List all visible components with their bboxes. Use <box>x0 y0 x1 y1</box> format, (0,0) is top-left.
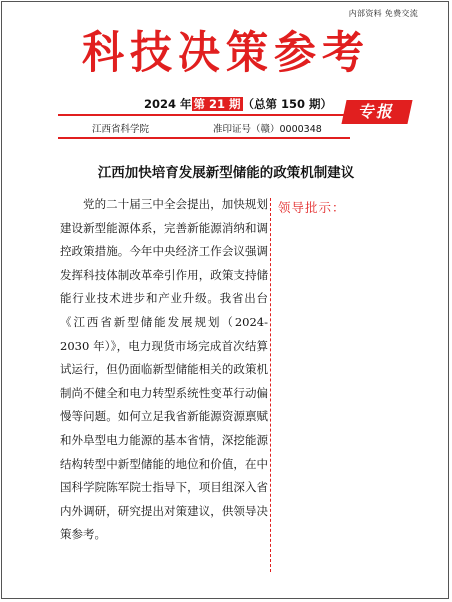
article-body: 党的二十届三中全会提出，加快规划建设新型能源体系，完善新能源消纳和调控政策措施。今年中央经济工作会议强调发挥科技体制改革牵引作用，政策支持储能行业技术进步和产业升级。我省出台《江西省新型储能发展规划（2024-2030 年）》，电力现货市场完成首次结算试运行，但仍面临新型储能相关的政策机制尚不健全和电力转型系统性变革行动偏慢等问题。如何立足我省新能源资源禀赋和外阜型电力能源的基本省情，深挖能源结构转型中新型储能的地位和价值，在中国科学院陈军院士指导下，项目组深入省内外调研，研究提出对策建议，供领导决策参考。 <box>60 197 268 542</box>
leader-comment-label: 领导批示： <box>278 200 346 215</box>
header-rule-top <box>58 114 350 116</box>
column-divider <box>270 198 271 572</box>
sponsor-name: 江西省科学院 <box>92 124 150 135</box>
print-permit: 准印证号（赣）0000348 <box>213 124 322 135</box>
issue-line <box>144 96 332 112</box>
article-title: 江西加快培育发展新型储能的政策机制建议 <box>97 165 355 181</box>
header-rule-bottom <box>58 137 350 139</box>
issue-year: 2024 年 <box>144 97 192 111</box>
special-report-tag: 专报 <box>341 100 412 124</box>
masthead-title: 科技决策参考 <box>81 26 370 79</box>
issue-total: （总第 150 期） <box>242 97 333 111</box>
issue-number: 第 21 期 <box>193 97 241 111</box>
distribution-note: 内部资料 免费交流 <box>348 9 418 18</box>
